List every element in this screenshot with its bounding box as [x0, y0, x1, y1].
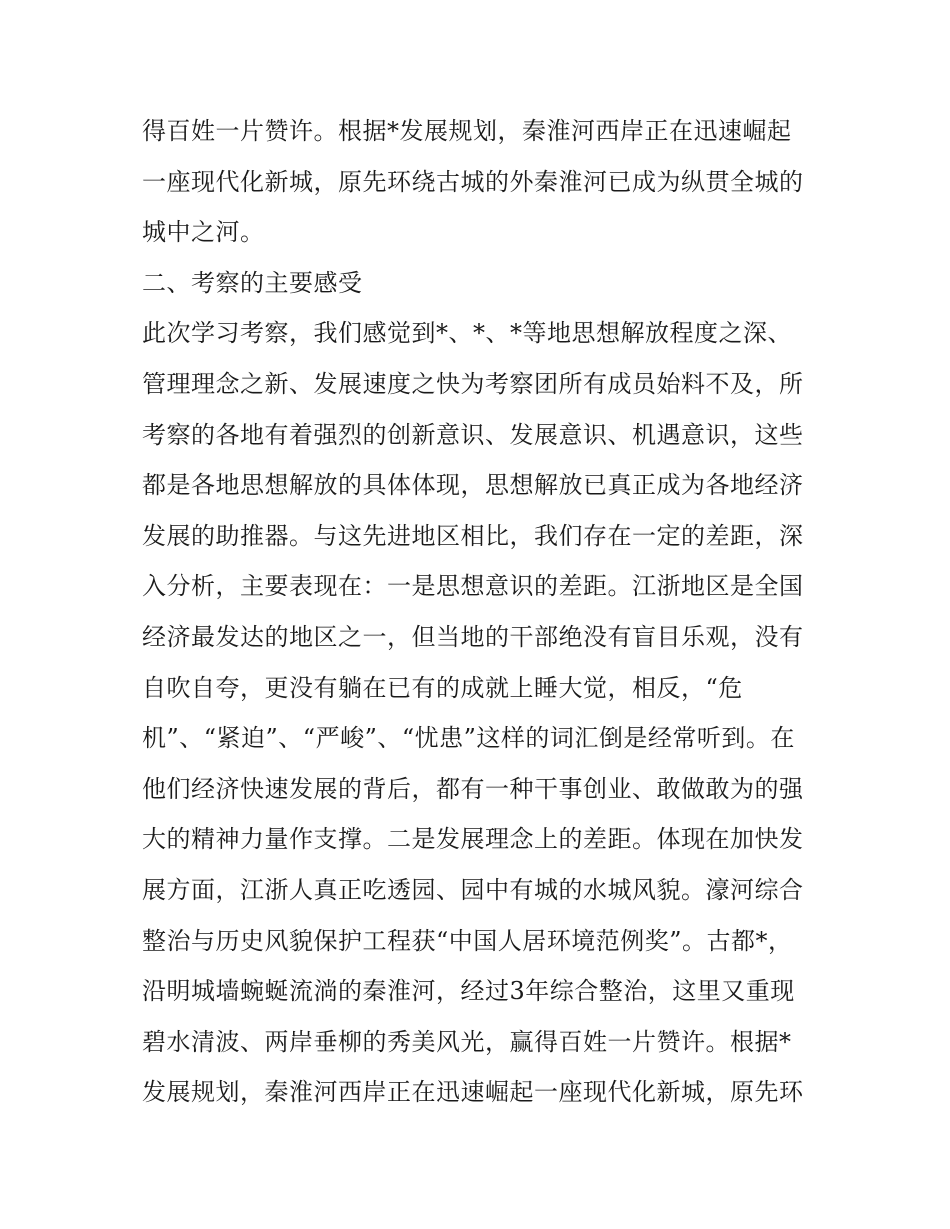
text-line: 经济最发达的地区之一，但当地的干部绝没有盲目乐观，没有 [142, 622, 804, 651]
text-line: 得百姓一片赞许。根据*发展规划，秦淮河西岸正在迅速崛起 [142, 117, 792, 145]
text-line: 管理理念之新、发展速度之快为考察团所有成员始料不及，所 [142, 369, 804, 398]
text-line: 一座现代化新城，原先环绕古城的外秦淮河已成为纵贯全城的 [142, 167, 804, 196]
text-line: 此次学习考察，我们感觉到*、*、*等地思想解放程度之深、 [142, 319, 792, 348]
text-line: 发展的助推器。与这先进地区相比，我们存在一定的差距，深 [142, 521, 804, 550]
text-line: 考察的各地有着强烈的创新意识、发展意识、机遇意识，这些 [142, 420, 804, 449]
text-line: 展方面，江浙人真正吃透园、园中有城的水城风貌。濠河综合 [142, 875, 804, 904]
section-heading: 二、考察的主要感受 [142, 268, 363, 297]
text-line: 他们经济快速发展的背后，都有一种干事创业、敢做敢为的强 [142, 774, 804, 803]
text-line: 沿明城墙蜿蜒流淌的秦淮河，经过3年综合整治，这里又重现 [142, 977, 795, 1006]
text-line: 城中之河。 [142, 218, 265, 247]
text-line: 整治与历史风貌保护工程获“中国人居环境范例奖”。古都*， [142, 926, 793, 955]
text-line: 碧水清波、两岸垂柳的秀美风光，赢得百姓一片赞许。根据* [142, 1027, 792, 1056]
text-line: 机”、“紧迫”、“严峻”、“忧患”这样的词汇倒是经常听到。在 [142, 724, 795, 753]
text-line: 入分析，主要表现在：一是思想意识的差距。江浙地区是全国 [142, 572, 804, 601]
text-line: 发展规划，秦淮河西岸正在迅速崛起一座现代化新城，原先环 [142, 1078, 804, 1107]
text-line: 都是各地思想解放的具体体现，思想解放已真正成为各地经济 [142, 471, 804, 500]
text-line: 大的精神力量作支撑。二是发展理念上的差距。体现在加快发 [142, 825, 804, 854]
body-text [142, 106, 822, 1118]
text-line: 自吹自夸，更没有躺在已有的成就上睡大觉，相反，“危 [142, 673, 743, 702]
